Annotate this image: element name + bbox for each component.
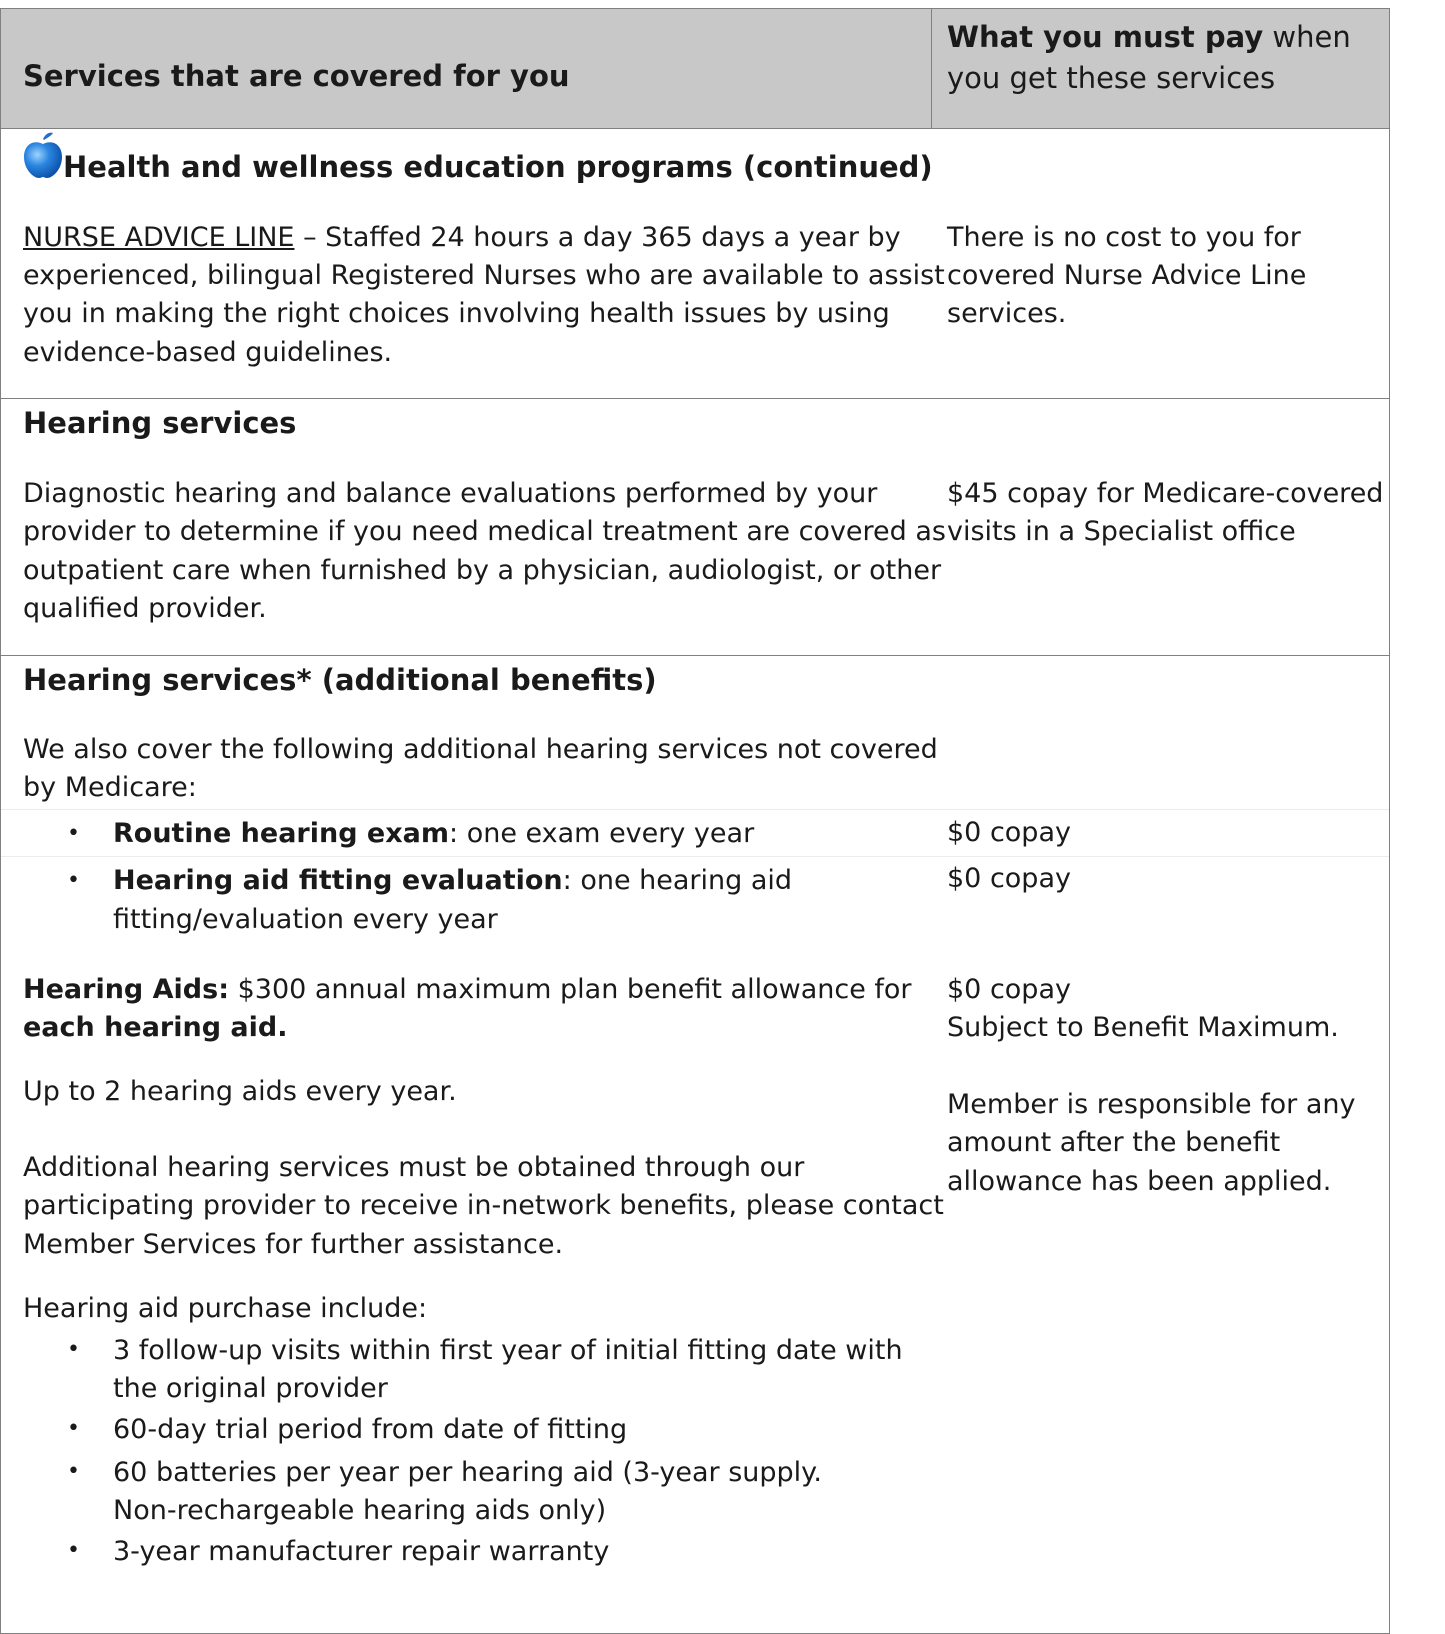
purchase-item-trial: 60-day trial period from date of fitting <box>113 1414 628 1445</box>
hearing-aids-line1 <box>23 971 912 1010</box>
nurse-advice-cost-line3: services. <box>947 298 1067 329</box>
purchase-item-followup-line1: 3 follow-up visits within first year of initial fitting date with <box>113 1335 903 1366</box>
fitting-eval-desc: : one hearing aid <box>562 865 793 896</box>
table-header <box>1 9 1389 129</box>
fitting-eval-item <box>113 862 792 901</box>
hearing-aids-label: Hearing Aids: <box>23 974 229 1005</box>
member-responsible-line1: Member is responsible for any <box>947 1089 1356 1120</box>
bullet-icon: • <box>67 1337 80 1362</box>
additional-services-line2: participating provider to receive in-network benefits, please contact <box>23 1190 944 1221</box>
additional-intro-line1: We also cover the following additional hearing services not covered <box>23 734 938 765</box>
purchase-include-heading: Hearing aid purchase include: <box>23 1293 428 1324</box>
hearing-aids-desc: $300 annual maximum plan benefit allowance for <box>229 974 912 1005</box>
faint-divider-1 <box>1 809 1389 810</box>
hearing-cost-line2: visits in a Specialist office <box>947 516 1296 547</box>
nurse-advice-desc-line1 <box>23 219 901 258</box>
header-pay-bold: What you must pay <box>947 20 1264 54</box>
fitting-eval-cost: $0 copay <box>947 863 1071 894</box>
fitting-eval-desc-line2: fitting/evaluation every year <box>113 904 498 935</box>
nurse-advice-cost-line2: covered Nurse Advice Line <box>947 260 1307 291</box>
bullet-icon: • <box>67 868 80 893</box>
nurse-advice-desc-l1-rest: – Staffed 24 hours a day 365 days a year by <box>294 222 901 253</box>
bullet-icon: • <box>67 1459 80 1484</box>
purchase-item-warranty: 3-year manufacturer repair warranty <box>113 1536 610 1567</box>
purchase-item-followup-line2: the original provider <box>113 1373 388 1404</box>
additional-intro-line2: by Medicare: <box>23 772 197 803</box>
hearing-aids-cost-line2: Subject to Benefit Maximum. <box>947 1012 1339 1043</box>
bullet-icon: • <box>67 1416 80 1441</box>
member-responsible-line2: amount after the benefit <box>947 1127 1281 1158</box>
faint-divider-2 <box>1 856 1389 857</box>
nurse-advice-line-link[interactable]: NURSE ADVICE LINE <box>23 222 295 253</box>
benefits-table <box>0 8 1390 1634</box>
routine-exam-desc: : one exam every year <box>449 818 755 849</box>
row-divider-2 <box>1 655 1389 656</box>
purchase-item-batteries-line2: Non-rechargeable hearing aids only) <box>113 1495 607 1526</box>
header-services-covered: Services that are covered for you <box>23 59 570 93</box>
routine-exam-label: Routine hearing exam <box>113 818 450 849</box>
header-pay-rest1: when <box>1263 20 1351 54</box>
hearing-aids-line2: each hearing aid. <box>23 1012 288 1043</box>
section-title-hearing-additional: Hearing services* (additional benefits) <box>23 663 657 697</box>
nurse-advice-desc-line4: evidence-based guidelines. <box>23 337 393 368</box>
fitting-eval-label: Hearing aid fitting evaluation <box>113 865 563 896</box>
nurse-advice-desc-line3: you in making the right choices involving health issues by using <box>23 298 890 329</box>
additional-services-line3: Member Services for further assistance. <box>23 1229 564 1260</box>
hearing-desc-line4: qualified provider. <box>23 593 267 624</box>
hearing-desc-line1: Diagnostic hearing and balance evaluations performed by your <box>23 478 878 509</box>
hearing-cost-line1: $45 copay for Medicare-covered <box>947 478 1384 509</box>
hearing-aids-cost-line1: $0 copay <box>947 974 1071 1005</box>
routine-exam-cost: $0 copay <box>947 817 1071 848</box>
additional-services-line1: Additional hearing services must be obtained through our <box>23 1152 805 1183</box>
header-pay-rest2: you get these services <box>947 61 1276 95</box>
member-responsible-line3: allowance has been applied. <box>947 1166 1332 1197</box>
section-title-health-wellness: Health and wellness education programs (continued) <box>63 150 933 184</box>
routine-exam-item <box>113 815 754 854</box>
header-divider <box>931 9 932 128</box>
hearing-desc-line2: provider to determine if you need medical treatment are covered as <box>23 516 946 547</box>
up-to-two-aids: Up to 2 hearing aids every year. <box>23 1076 457 1107</box>
bullet-icon: • <box>67 1538 80 1563</box>
row-divider-1 <box>1 398 1389 399</box>
purchase-item-batteries-line1: 60 batteries per year per hearing aid (3-year supply. <box>113 1457 822 1488</box>
hearing-desc-line3: outpatient care when furnished by a physician, audiologist, or other <box>23 555 942 586</box>
apple-icon <box>23 131 63 179</box>
nurse-advice-cost-line1: There is no cost to you for <box>947 222 1301 253</box>
bullet-icon: • <box>67 821 80 846</box>
section-title-hearing-services: Hearing services <box>23 406 297 440</box>
header-what-you-pay <box>947 17 1367 99</box>
nurse-advice-desc-line2: experienced, bilingual Registered Nurses who are available to assist <box>23 260 945 291</box>
